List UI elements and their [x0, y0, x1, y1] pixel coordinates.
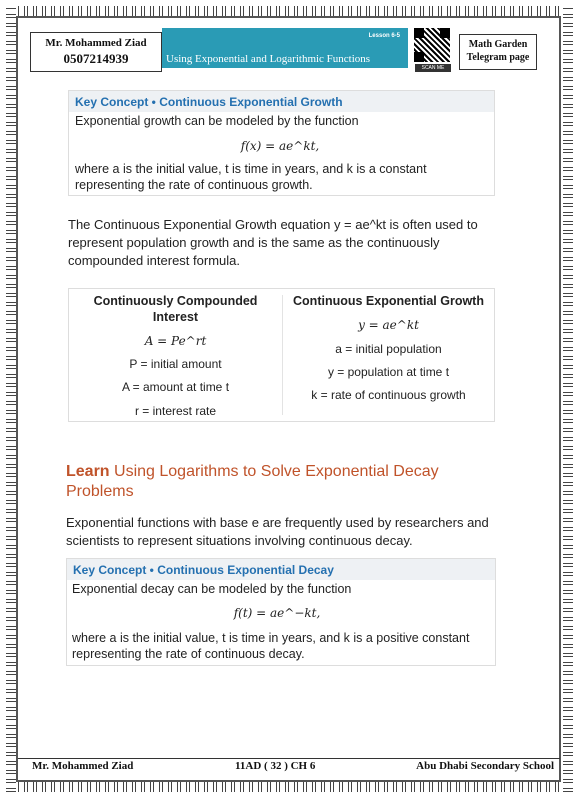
frame-right [563, 6, 573, 792]
key-concept-growth-formula: f(x) = ae^kt, [240, 139, 320, 153]
growth-item-1: a = initial population [335, 342, 442, 356]
page-footer [18, 758, 560, 775]
qr-code[interactable] [411, 26, 455, 72]
teacher-name: Mr. Mohammed Ziad [45, 37, 147, 49]
interest-column [69, 289, 282, 421]
decay-paragraph: Exponential functions with base e are frequently used by researchers and scientists to represent situations involving continuous decay. [66, 515, 489, 548]
frame-top [6, 6, 573, 16]
lesson-title: Using Exponential and Logarithmic Functions [166, 53, 371, 65]
growth-column [283, 289, 494, 421]
telegram-line2: Telegram page [466, 52, 530, 63]
telegram-line1: Math Garden [468, 39, 528, 50]
interest-formula: A = Pe^rt [144, 334, 207, 348]
qr-code-icon [414, 28, 450, 62]
key-concept-growth-description: where a is the initial value, t is time in years, and k is a constant representing the rate of continuous growth. [75, 162, 427, 192]
learn-title: Using Logarithms to Solve Exponential Decay Problems [66, 463, 439, 500]
growth-paragraph: The Continuous Exponential Growth equation y = ae^kt is often used to represent population growth and is the same as the continuously compounded interest formula. [68, 217, 478, 268]
growth-item-2: y = population at time t [327, 365, 450, 379]
comparison-table [68, 288, 495, 422]
key-concept-growth-heading: Key Concept • Continuous Exponential Growth [69, 91, 494, 112]
interest-item-2: A = amount at time t [121, 380, 230, 394]
qr-caption: SCAN ME [415, 64, 451, 72]
key-concept-decay-description: where a is the initial value, t is time in years, and k is a positive constant representing the rate of continuous decay. [72, 631, 470, 661]
frame-left [6, 6, 16, 792]
interest-item-3: r = interest rate [134, 404, 217, 418]
lesson-banner [162, 28, 408, 68]
frame-bottom [6, 782, 573, 792]
teacher-phone: 0507214939 [63, 51, 129, 66]
key-concept-decay-heading: Key Concept • Continuous Exponential Decay [67, 559, 495, 580]
footer-page: 11AD ( 32 ) CH 6 [235, 760, 316, 772]
footer-teacher: Mr. Mohammed Ziad [32, 760, 134, 772]
interest-header: Continuously Compounded Interest [93, 294, 258, 324]
key-concept-decay-formula: f(t) = ae^−kt, [233, 606, 321, 620]
key-concept-growth-intro: Exponential growth can be modeled by the function [75, 114, 359, 128]
lesson-tag: Lesson 6-5 [368, 33, 400, 39]
growth-header: Continuous Exponential Growth [293, 294, 484, 308]
telegram-box [459, 34, 537, 70]
growth-item-3: k = rate of continuous growth [311, 388, 466, 402]
footer-school: Abu Dhabi Secondary School [416, 760, 554, 772]
growth-formula: y = ae^kt [358, 318, 419, 332]
key-concept-decay-intro: Exponential decay can be modeled by the function [72, 582, 352, 596]
learn-heading [66, 462, 496, 502]
learn-label: Learn [66, 463, 110, 480]
interest-item-1: P = initial amount [129, 357, 222, 371]
teacher-info-box [30, 32, 162, 72]
